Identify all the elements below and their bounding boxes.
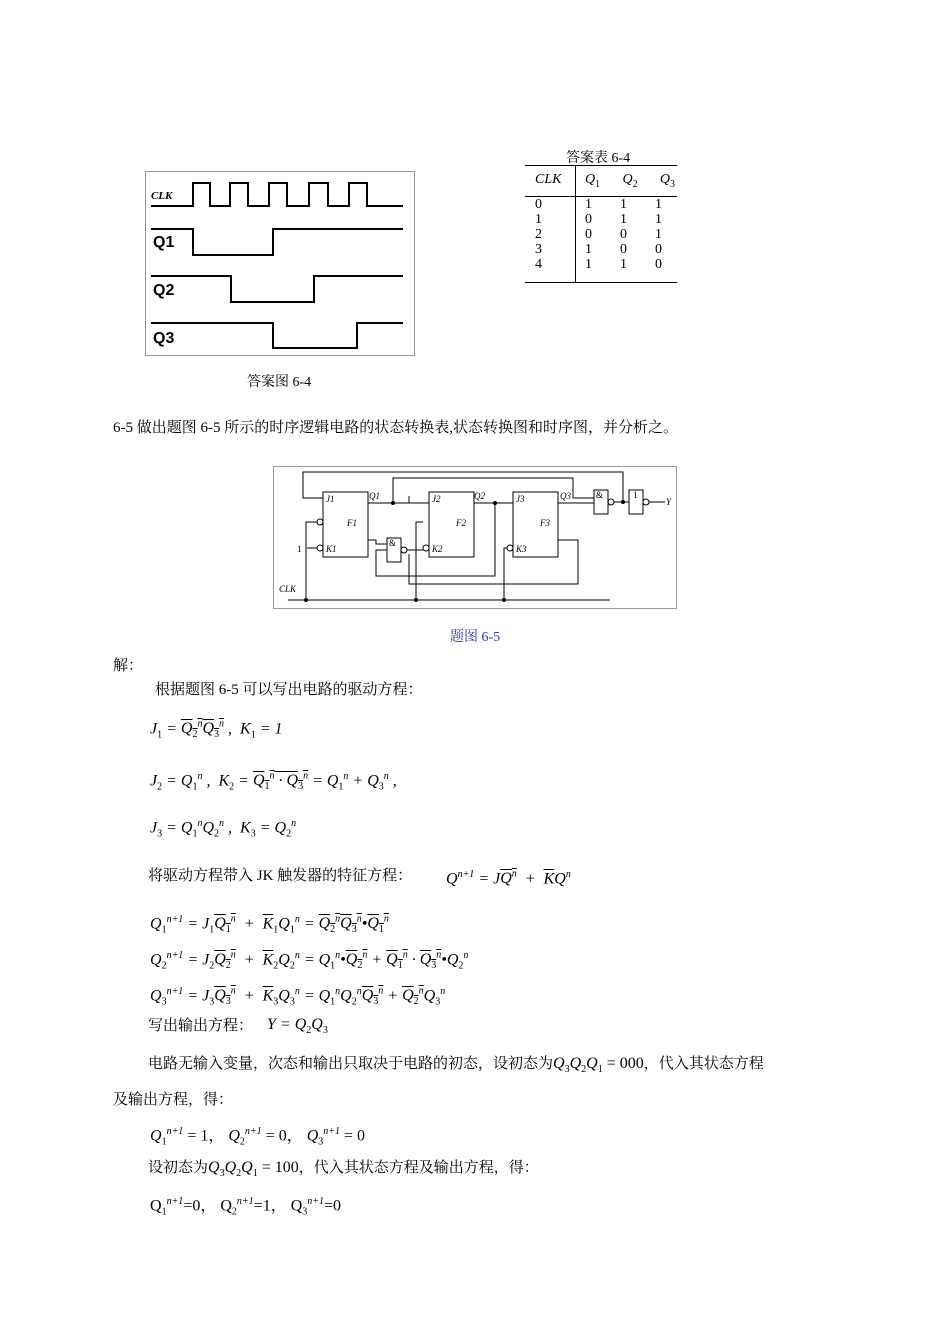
circuit-label-k3: K3 <box>516 544 527 554</box>
circuit-label-clk: CLK <box>279 584 297 594</box>
circuit-caption: 题图 6-5 <box>450 630 501 645</box>
analysis-paragraph-2 <box>148 1157 539 1185</box>
table-cell-q1: 1 <box>585 257 592 272</box>
table-cell-q1: 0 <box>585 212 592 227</box>
table-cell-clk: 4 <box>535 257 542 272</box>
table-header-clk: CLK <box>535 172 562 187</box>
table-header-q1: $Q_1$ <box>585 172 601 190</box>
characteristic-equation: $Q^{n+1} = JQ^n + \overline{K}Q^n$ <box>446 869 571 888</box>
state-equation-q1: $Q_1^{n+1} = J_1Q_1^n + \overline{K}_1Q_1^n$ = $Q_2^nQ_3^n•Q_1^n$ <box>150 914 389 936</box>
circuit-label-f2: F2 <box>456 518 466 528</box>
circuit-label-q2: Q2 <box>474 491 485 501</box>
timing-diagram <box>145 171 415 356</box>
output-equation: $Y = Q_2Q_3$ <box>267 1016 328 1036</box>
table-cell-q2: 0 <box>620 227 627 242</box>
table-cell-q3: 0 <box>655 257 662 272</box>
problem-statement: 6-5 做出题图 6-5 所示的时序逻辑电路的状态转换表,状态转换图和时序图，并分析之。 <box>113 420 678 436</box>
table-cell-q2: 1 <box>620 212 627 227</box>
table-row <box>525 197 677 212</box>
table-row <box>525 242 677 257</box>
table-cell-q3: 0 <box>655 242 662 257</box>
solution-label: 解： <box>113 658 144 674</box>
table-header-q3: $Q_3$ <box>659 172 675 190</box>
circuit-label-q1: Q1 <box>369 491 380 501</box>
table-cell-q2: 0 <box>620 242 627 257</box>
result-1: $Q_1^{n+1} = 1$， $Q_2^{n+1} = 0$， $Q_3^{n+1} = 0$ <box>150 1126 366 1148</box>
circuit-label-j3: J3 <box>516 494 525 504</box>
timing-label-q3: Q3 <box>153 330 175 347</box>
table-cell-q1: 0 <box>585 227 592 242</box>
timing-caption: 答案图 6-4 <box>247 375 312 390</box>
para2-text: 设初态为 <box>148 1160 209 1176</box>
table-cell-clk: 3 <box>535 242 542 257</box>
table-header-q2: $Q_2$ <box>622 172 638 190</box>
equation-j3-k3: $J_3 = Q_1^nQ_2^n$ , $K_3 = Q_2^n$ <box>150 818 297 840</box>
analysis-paragraph-1 <box>148 1053 764 1081</box>
circuit-label-f1: F1 <box>347 518 357 528</box>
circuit-label-k1: K1 <box>326 544 337 554</box>
table-cell-q3: 1 <box>655 212 662 227</box>
circuit-label-and2: & <box>596 490 604 500</box>
equation-j2-k2: $J_2 = Q_1^n$ , $K_2 = Q_1^n \cdot Q_3^n = Q_1^n + Q_3^n$ , <box>150 771 397 793</box>
table-cell-clk: 0 <box>535 197 542 212</box>
result-2: $Q_1^{n+1}=0$， $Q_2^{n+1}=1$， $Q_3^{n+1}=0$ <box>150 1196 342 1218</box>
table-title: 答案表 6-4 <box>566 151 631 166</box>
table-cell-q1: 1 <box>585 197 592 212</box>
table-cell-q1: 1 <box>585 242 592 257</box>
char-intro: 将驱动方程带入 JK 触发器的特征方程： <box>148 868 413 884</box>
state-table <box>525 165 677 283</box>
timing-label-clk: CLK <box>151 190 173 202</box>
table-row <box>525 257 677 272</box>
circuit-label-one: 1 <box>297 544 302 554</box>
para2-tail: ，代入其状态方程及输出方程，得： <box>298 1160 539 1176</box>
circuit-label-y: Y <box>666 497 672 507</box>
initial-state-1: $Q_3Q_2Q_1 = 000$ <box>553 1055 644 1075</box>
table-cell-q2: 1 <box>620 197 627 212</box>
table-cell-q3: 1 <box>655 227 662 242</box>
timing-label-q2: Q2 <box>153 282 175 299</box>
analysis-paragraph-1-cont: 及输出方程，得： <box>113 1092 234 1108</box>
circuit-diagram <box>273 466 677 609</box>
table-row <box>525 227 677 242</box>
table-cell-q2: 1 <box>620 257 627 272</box>
timing-label-q1: Q1 <box>153 234 175 251</box>
para1-tail: ，代入其状态方程 <box>643 1056 764 1072</box>
circuit-label-j2: J2 <box>432 494 441 504</box>
table-row <box>525 212 677 227</box>
table-cell-clk: 2 <box>535 227 542 242</box>
table-cell-clk: 1 <box>535 212 542 227</box>
output-intro: 写出输出方程： <box>148 1018 254 1034</box>
initial-state-2: $Q_3Q_2Q_1 = 100$ <box>208 1159 299 1179</box>
equation-j1-k1: $J_1 = Q_2^nQ_3^n$ , $K_1 = 1$ <box>150 719 283 741</box>
circuit-label-j1: J1 <box>326 494 335 504</box>
state-equation-q3: $Q_3^{n+1} = J_3Q_3^n + \overline{K}_3Q_3^n = Q_1^nQ_2^nQ_3^n + Q_2^nQ_3^n$ <box>150 986 446 1008</box>
circuit-label-q3: Q3 <box>560 491 571 501</box>
circuit-label-not: 1 <box>633 490 638 500</box>
para1-text: 电路无输入变量，次态和输出只取决于电路的初态，设初态为 <box>148 1056 554 1072</box>
circuit-label-and1: & <box>389 538 397 548</box>
state-equation-q2: $Q_2^{n+1} = J_2Q_2^n + \overline{K}_2Q_2^n$ = $Q_1^n•Q_2^n + Q_1^n$ · $Q_3^n•Q_2^n$ <box>150 950 469 972</box>
solution-intro: 根据题图 6-5 可以写出电路的驱动方程： <box>155 682 423 698</box>
table-cell-q3: 1 <box>655 197 662 212</box>
circuit-label-f3: F3 <box>540 518 550 528</box>
circuit-label-k2: K2 <box>432 544 443 554</box>
